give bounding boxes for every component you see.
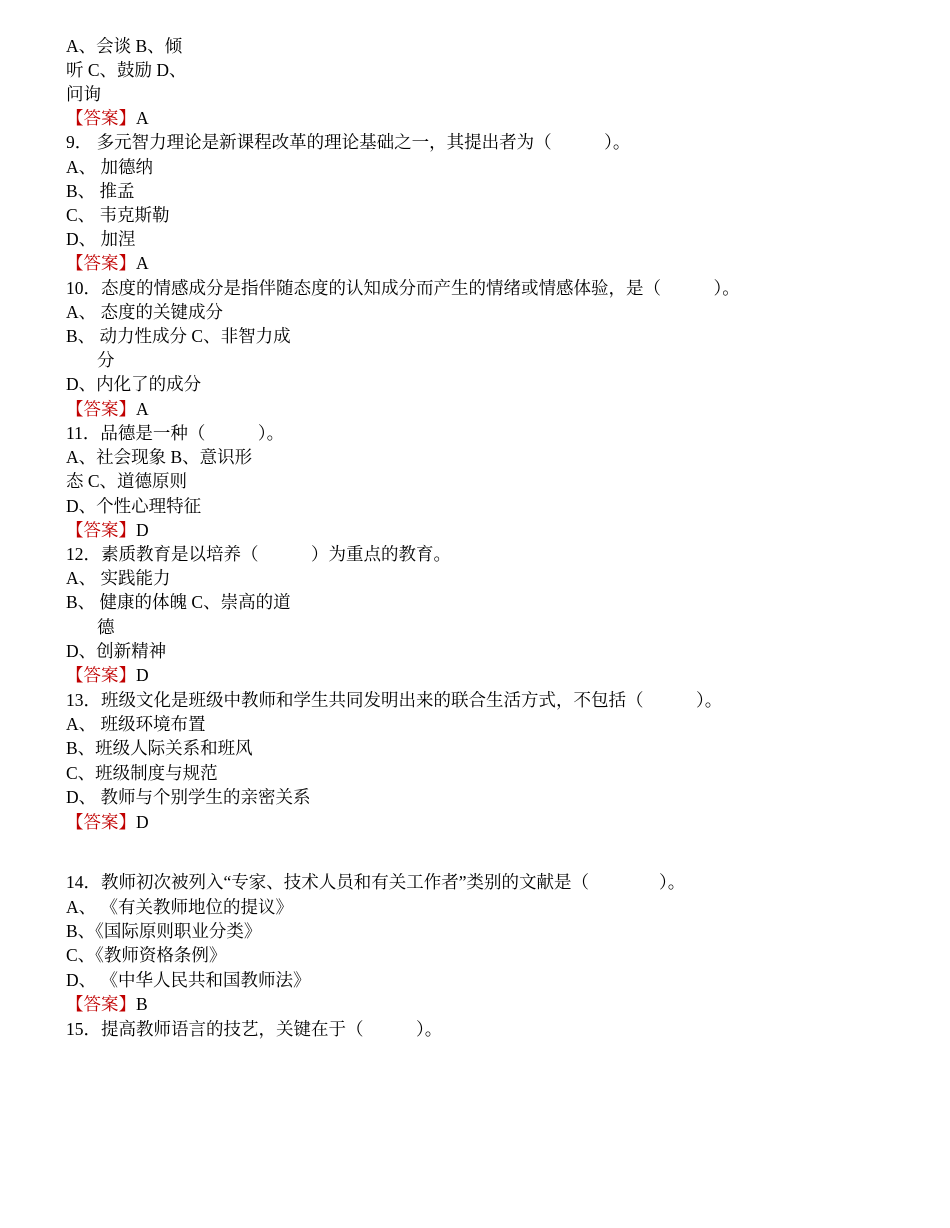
question-line: 14．教师初次被列入“专家、技术人员和有关工作者”类别的文献是（ ）。	[66, 872, 686, 892]
question-line: 9． 多元智力理论是新课程改革的理论基础之一，其提出者为（ ）。	[66, 132, 631, 152]
answer-value: D	[136, 812, 149, 832]
option-line: D、内化了的成分	[66, 374, 202, 394]
option-line: D、 加涅	[66, 229, 136, 249]
option-line: 听 C、鼓励 D、	[66, 60, 187, 80]
answer-line	[66, 106, 149, 130]
option-line: A、会谈 B、倾	[66, 36, 183, 56]
answer-tag: 【答案】	[66, 994, 136, 1014]
option-line: 德	[97, 617, 115, 637]
option-line: D、 教师与个别学生的亲密关系	[66, 787, 311, 807]
question-line: 15．提高教师语言的技艺，关键在于（ ）。	[66, 1019, 443, 1039]
answer-tag: 【答案】	[66, 399, 136, 419]
option-line: 分	[97, 350, 115, 370]
option-line: B、 健康的体魄 C、崇高的道	[66, 592, 291, 612]
option-line: A、 班级环境布置	[66, 714, 206, 734]
option-line: B、班级人际关系和班风	[66, 738, 253, 758]
answer-line	[66, 397, 149, 421]
answer-value: B	[136, 994, 148, 1014]
question-line: 10．态度的情感成分是指伴随态度的认知成分而产生的情绪或情感体验，是（ ）。	[66, 278, 740, 298]
answer-line	[66, 810, 149, 834]
answer-value: A	[136, 108, 149, 128]
answer-tag: 【答案】	[66, 665, 136, 685]
option-line: A、 《有关教师地位的提议》	[66, 897, 294, 917]
answer-value: D	[136, 520, 149, 540]
answer-line	[66, 992, 148, 1016]
option-line: A、 加德纳	[66, 157, 154, 177]
option-line: B、 动力性成分 C、非智力成	[66, 326, 291, 346]
option-line: C、 韦克斯勒	[66, 205, 170, 225]
option-line: 问询	[66, 84, 101, 104]
option-line: D、创新精神	[66, 641, 167, 661]
answer-tag: 【答案】	[66, 812, 136, 832]
option-line: A、 实践能力	[66, 568, 171, 588]
answer-value: A	[136, 253, 149, 273]
answer-tag: 【答案】	[66, 520, 136, 540]
question-line: 12．素质教育是以培养（ ）为重点的教育。	[66, 544, 451, 564]
question-line: 13．班级文化是班级中教师和学生共同发明出来的联合生活方式，不包括（ ）。	[66, 690, 723, 710]
option-line: D、个性心理特征	[66, 496, 202, 516]
answer-line	[66, 663, 149, 687]
question-line: 11．品德是一种（ ）。	[66, 423, 285, 443]
option-line: A、 态度的关键成分	[66, 302, 224, 322]
answer-value: D	[136, 665, 149, 685]
answer-line	[66, 518, 149, 542]
answer-tag: 【答案】	[66, 108, 136, 128]
option-line: A、社会现象 B、意识形	[66, 447, 253, 467]
answer-line	[66, 251, 149, 275]
answer-tag: 【答案】	[66, 253, 136, 273]
option-line: C、《教师资格条例》	[66, 945, 227, 965]
option-line: B、 推孟	[66, 181, 135, 201]
option-line: B、《国际原则职业分类》	[66, 921, 262, 941]
answer-value: A	[136, 399, 149, 419]
option-line: 态 C、道德原则	[66, 471, 188, 491]
option-line: D、 《中华人民共和国教师法》	[66, 970, 311, 990]
option-line: C、班级制度与规范	[66, 763, 218, 783]
